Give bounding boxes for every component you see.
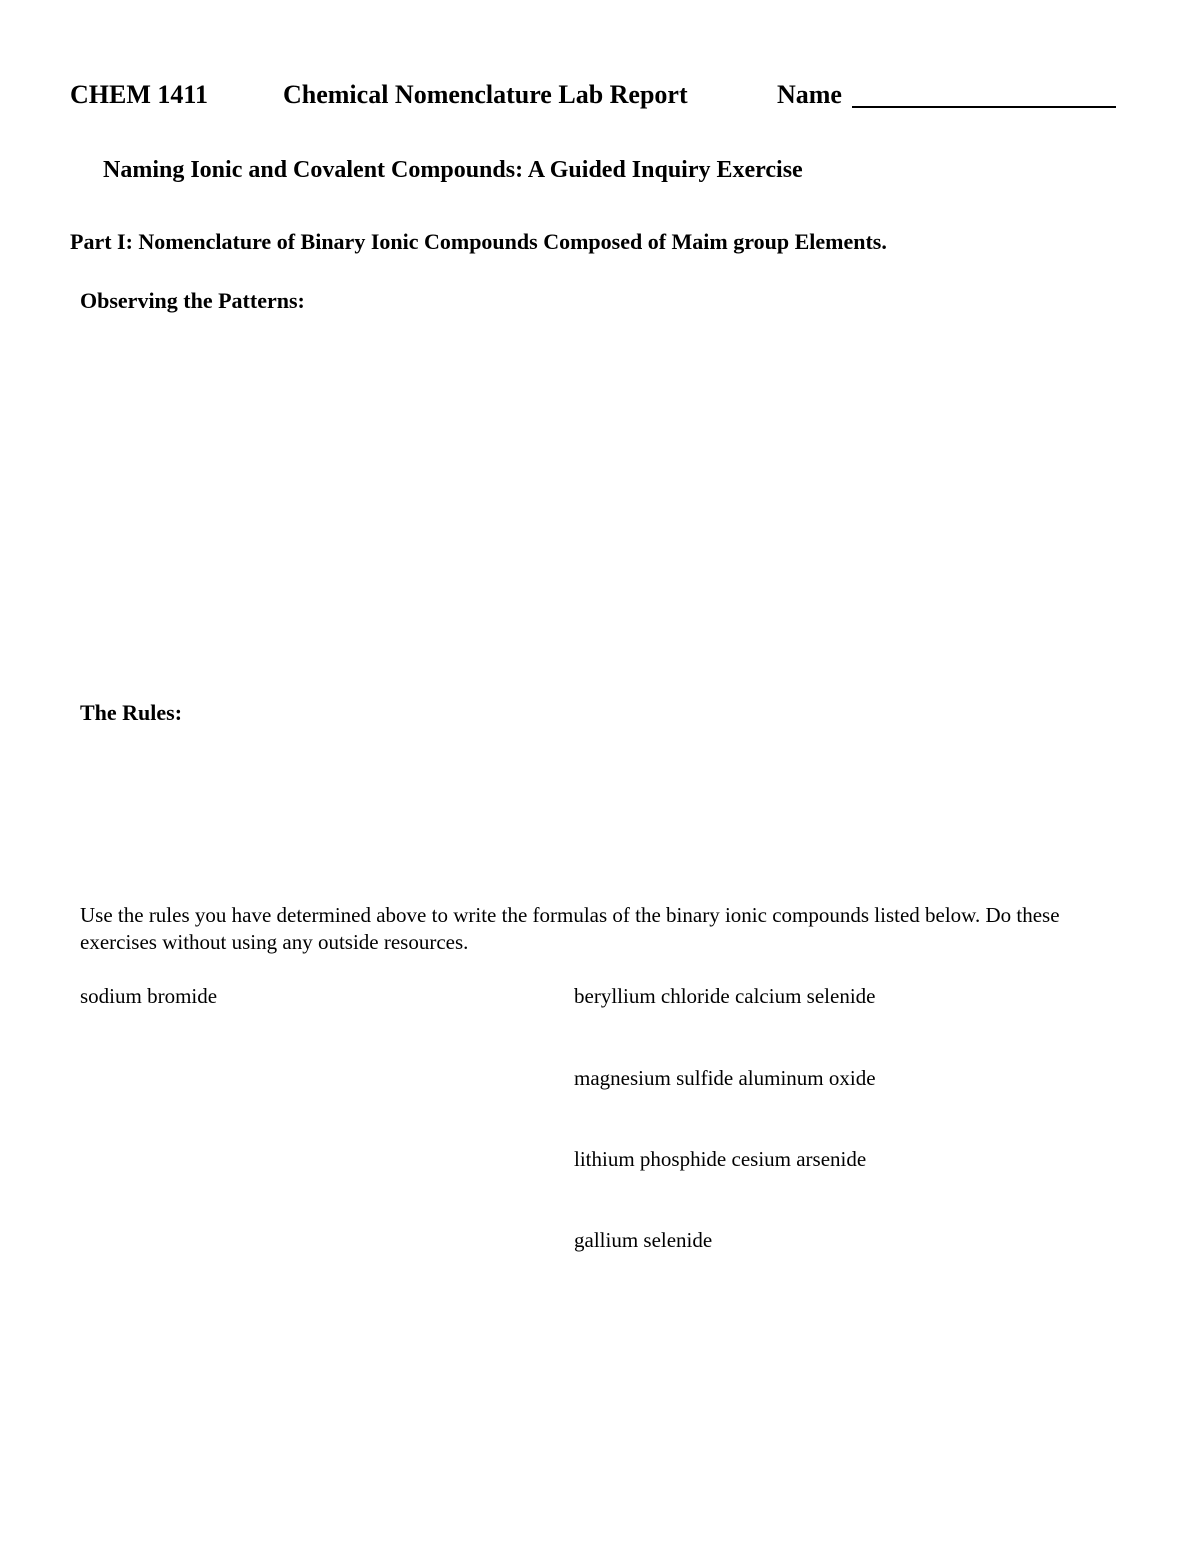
compound-item: sodium bromide bbox=[80, 984, 218, 1008]
observing-patterns-heading: Observing the Patterns: bbox=[80, 288, 305, 313]
compound-item: gallium selenide bbox=[574, 1228, 713, 1252]
part1-heading: Part I: Nomenclature of Binary Ionic Compounds Composed of Maim group Elements. bbox=[70, 229, 887, 254]
report-title: Chemical Nomenclature Lab Report bbox=[283, 80, 688, 109]
instructions-paragraph: Use the rules you have determined above to write the formulas of the binary ionic compounds listed below. Do these exercises without using any outside resources. bbox=[80, 903, 1060, 954]
name-blank-line[interactable] bbox=[852, 106, 1116, 108]
compound-item: magnesium sulfide aluminum oxide bbox=[574, 1066, 876, 1090]
compound-item: lithium phosphide cesium arsenide bbox=[574, 1147, 867, 1171]
compound-item: beryllium chloride calcium selenide bbox=[574, 984, 876, 1008]
rules-heading: The Rules: bbox=[80, 700, 183, 725]
course-code: CHEM 1411 bbox=[70, 80, 208, 109]
page-subtitle: Naming Ionic and Covalent Compounds: A Guided Inquiry Exercise bbox=[103, 157, 803, 183]
name-label: Name bbox=[777, 80, 842, 109]
